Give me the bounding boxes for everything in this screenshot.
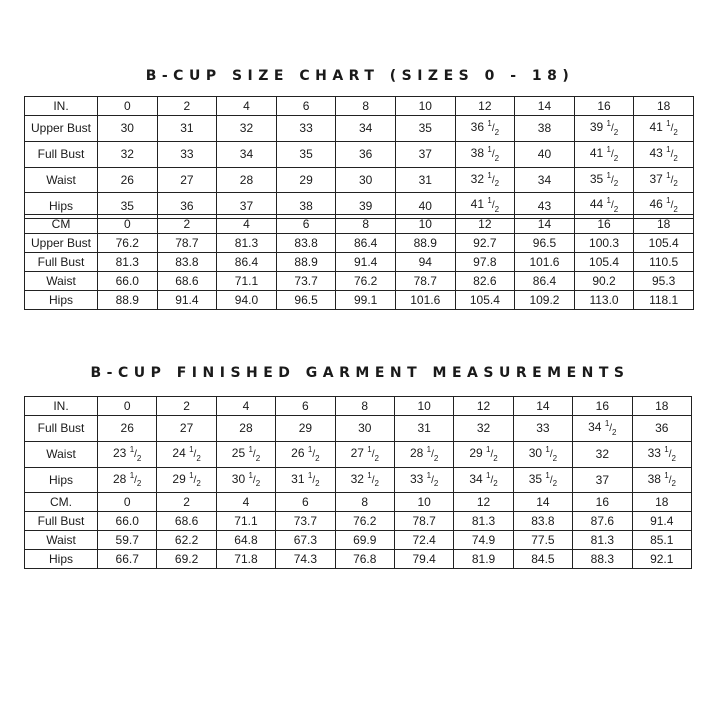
table-cell: 26 bbox=[98, 416, 157, 442]
measurement-label: Waist bbox=[25, 531, 98, 550]
size-label: 8 bbox=[335, 493, 394, 512]
table-cell: 69.9 bbox=[335, 531, 394, 550]
table-cell: 34 bbox=[217, 141, 277, 167]
table-cell: 43 $^1/_2$ bbox=[634, 141, 694, 167]
half-fraction: $^1/_2$ bbox=[666, 119, 678, 137]
half-fraction: $^1/_2$ bbox=[487, 170, 500, 189]
table-cell: 91.4 bbox=[632, 512, 691, 531]
table-cell: 99.1 bbox=[336, 291, 396, 310]
table-cell: 43 bbox=[515, 193, 575, 219]
size-label: 14 bbox=[513, 397, 572, 416]
half-fraction: $^1/_2$ bbox=[604, 419, 617, 437]
unit-label: IN. bbox=[25, 397, 98, 416]
table-cell: 32 bbox=[217, 116, 277, 142]
size-label: 18 bbox=[634, 97, 694, 116]
table-cell: 86.4 bbox=[515, 272, 575, 291]
table-cell: 66.7 bbox=[98, 550, 157, 569]
table-cell: 32 $^1/_2$ bbox=[335, 467, 394, 493]
table-cell: 92.7 bbox=[455, 234, 515, 253]
table-cell: 118.1 bbox=[634, 291, 694, 310]
table-cell: 36 $^1/_2$ bbox=[455, 116, 515, 142]
table-cell: 33 bbox=[513, 416, 572, 442]
table-cell: 77.5 bbox=[513, 531, 572, 550]
measurement-label: Full Bust bbox=[25, 253, 98, 272]
half-fraction: $^1/_2$ bbox=[666, 170, 678, 189]
size-label: 2 bbox=[157, 493, 216, 512]
half-fraction: $^1/_2$ bbox=[486, 444, 498, 463]
table-cell: 32 bbox=[98, 141, 158, 167]
half-fraction: $^1/_2$ bbox=[487, 144, 500, 163]
table-cell: 31 bbox=[395, 167, 455, 193]
size-label: 6 bbox=[276, 397, 335, 416]
size-chart-cm-table bbox=[24, 214, 694, 310]
table-cell: 73.7 bbox=[276, 512, 335, 531]
table-cell: 97.8 bbox=[455, 253, 515, 272]
table-cell: 66.0 bbox=[98, 272, 158, 291]
garment-measurements-heading: B-CUP FINISHED GARMENT MEASUREMENTS bbox=[90, 365, 630, 381]
table-cell: 37 $^1/_2$ bbox=[634, 167, 694, 193]
size-label: 0 bbox=[98, 493, 157, 512]
table-cell: 37 bbox=[217, 193, 277, 219]
table-cell: 39 $^1/_2$ bbox=[574, 116, 634, 142]
size-label: 0 bbox=[98, 97, 158, 116]
size-label: 6 bbox=[276, 215, 336, 234]
table-cell: 33 bbox=[157, 141, 217, 167]
table-cell: 26 bbox=[98, 167, 158, 193]
half-fraction: $^1/_2$ bbox=[248, 444, 261, 463]
table-cell: 29 bbox=[276, 416, 335, 442]
measurement-label: Full Bust bbox=[25, 416, 98, 442]
table-cell: 78.7 bbox=[395, 272, 455, 291]
table-cell: 62.2 bbox=[157, 531, 216, 550]
table-cell: 76.2 bbox=[98, 234, 158, 253]
table-cell: 35 bbox=[276, 141, 336, 167]
table-cell: 34 $^1/_2$ bbox=[573, 416, 632, 442]
garment-cm-table bbox=[24, 492, 692, 569]
size-label: 4 bbox=[217, 97, 277, 116]
size-label: 12 bbox=[455, 97, 515, 116]
half-fraction: $^1/_2$ bbox=[487, 119, 500, 137]
measurement-label: Full Bust bbox=[25, 141, 98, 167]
table-row bbox=[25, 167, 694, 193]
table-cell: 90.2 bbox=[574, 272, 634, 291]
size-label: 16 bbox=[574, 215, 634, 234]
table-cell: 74.9 bbox=[454, 531, 513, 550]
table-row bbox=[25, 416, 692, 442]
size-label: 16 bbox=[573, 397, 632, 416]
table-cell: 32 bbox=[573, 441, 632, 467]
half-fraction: $^1/_2$ bbox=[367, 444, 379, 463]
table-cell: 91.4 bbox=[336, 253, 396, 272]
table-cell: 27 bbox=[157, 416, 216, 442]
table-cell: 71.1 bbox=[216, 512, 275, 531]
table-cell: 31 bbox=[394, 416, 453, 442]
measurement-label: Waist bbox=[25, 441, 98, 467]
table-cell: 78.7 bbox=[394, 512, 453, 531]
table-cell: 35 $^1/_2$ bbox=[574, 167, 634, 193]
half-fraction: $^1/_2$ bbox=[664, 470, 676, 489]
table-row bbox=[25, 253, 694, 272]
table-cell: 67.3 bbox=[276, 531, 335, 550]
table-cell: 113.0 bbox=[574, 291, 634, 310]
table-cell: 29 bbox=[276, 167, 336, 193]
table-cell: 28 $^1/_2$ bbox=[394, 441, 453, 467]
half-fraction: $^1/_2$ bbox=[129, 444, 142, 463]
half-fraction: $^1/_2$ bbox=[367, 470, 379, 489]
measurement-label: Waist bbox=[25, 167, 98, 193]
table-cell: 32 bbox=[454, 416, 513, 442]
size-label: 4 bbox=[216, 493, 275, 512]
table-row bbox=[25, 531, 692, 550]
table-cell: 94.0 bbox=[217, 291, 277, 310]
half-fraction: $^1/_2$ bbox=[666, 196, 678, 215]
table-cell: 30 bbox=[336, 167, 396, 193]
table-cell: 81.3 bbox=[454, 512, 513, 531]
table-cell: 101.6 bbox=[515, 253, 575, 272]
table-cell: 33 $^1/_2$ bbox=[632, 441, 691, 467]
table-cell: 73.7 bbox=[276, 272, 336, 291]
table-cell: 39 bbox=[336, 193, 396, 219]
table-cell: 86.4 bbox=[336, 234, 396, 253]
size-label: 8 bbox=[336, 215, 396, 234]
table-cell: 24 $^1/_2$ bbox=[157, 441, 216, 467]
table-cell: 100.3 bbox=[574, 234, 634, 253]
table-cell: 41 $^1/_2$ bbox=[574, 141, 634, 167]
table-cell: 94 bbox=[395, 253, 455, 272]
table-cell: 59.7 bbox=[98, 531, 157, 550]
half-fraction: $^1/_2$ bbox=[606, 144, 619, 163]
size-label: 4 bbox=[216, 397, 275, 416]
size-label: 6 bbox=[276, 97, 336, 116]
table-cell: 30 $^1/_2$ bbox=[216, 467, 275, 493]
table-cell: 23 $^1/_2$ bbox=[98, 441, 157, 467]
table-cell: 46 $^1/_2$ bbox=[634, 193, 694, 219]
table-cell: 40 bbox=[515, 141, 575, 167]
table-cell: 83.8 bbox=[276, 234, 336, 253]
half-fraction: $^1/_2$ bbox=[606, 170, 619, 189]
table-cell: 26 $^1/_2$ bbox=[276, 441, 335, 467]
table-cell: 31 bbox=[157, 116, 217, 142]
table-cell: 38 bbox=[515, 116, 575, 142]
size-label: 10 bbox=[395, 97, 455, 116]
measurement-label: Upper Bust bbox=[25, 116, 98, 142]
half-fraction: $^1/_2$ bbox=[426, 444, 439, 463]
table-row bbox=[25, 234, 694, 253]
table-cell: 96.5 bbox=[515, 234, 575, 253]
size-label: 16 bbox=[573, 493, 632, 512]
table-cell: 95.3 bbox=[634, 272, 694, 291]
table-cell: 86.4 bbox=[217, 253, 277, 272]
table-cell: 105.4 bbox=[455, 291, 515, 310]
table-cell: 33 bbox=[276, 116, 336, 142]
measurement-label: Hips bbox=[25, 291, 98, 310]
table-cell: 96.5 bbox=[276, 291, 336, 310]
table-cell: 38 bbox=[276, 193, 336, 219]
half-fraction: $^1/_2$ bbox=[664, 444, 676, 463]
table-cell: 41 $^1/_2$ bbox=[455, 193, 515, 219]
garment-inches-table bbox=[24, 396, 692, 493]
table-row bbox=[25, 512, 692, 531]
half-fraction: $^1/_2$ bbox=[606, 196, 619, 215]
table-cell: 81.3 bbox=[217, 234, 277, 253]
table-cell: 84.5 bbox=[513, 550, 572, 569]
size-label: 10 bbox=[395, 215, 455, 234]
table-cell: 36 bbox=[632, 416, 691, 442]
table-cell: 72.4 bbox=[394, 531, 453, 550]
table-cell: 68.6 bbox=[157, 272, 217, 291]
table-cell: 85.1 bbox=[632, 531, 691, 550]
table-cell: 88.3 bbox=[573, 550, 632, 569]
table-cell: 36 bbox=[157, 193, 217, 219]
half-fraction: $^1/_2$ bbox=[307, 470, 320, 489]
half-fraction: $^1/_2$ bbox=[487, 196, 500, 215]
half-fraction: $^1/_2$ bbox=[307, 444, 320, 463]
table-cell: 81.9 bbox=[454, 550, 513, 569]
measurement-label: Hips bbox=[25, 467, 98, 493]
half-fraction: $^1/_2$ bbox=[666, 144, 678, 163]
table-cell: 87.6 bbox=[573, 512, 632, 531]
table-cell: 66.0 bbox=[98, 512, 157, 531]
table-cell: 29 $^1/_2$ bbox=[157, 467, 216, 493]
size-label: 14 bbox=[513, 493, 572, 512]
size-label: 12 bbox=[455, 215, 515, 234]
size-label: 10 bbox=[394, 397, 453, 416]
size-label: 2 bbox=[157, 97, 217, 116]
size-label: 2 bbox=[157, 397, 216, 416]
table-header-row bbox=[25, 215, 694, 234]
table-header-row bbox=[25, 493, 692, 512]
table-cell: 37 bbox=[573, 467, 632, 493]
table-cell: 88.9 bbox=[395, 234, 455, 253]
table-cell: 38 $^1/_2$ bbox=[455, 141, 515, 167]
size-label: 18 bbox=[632, 397, 691, 416]
measurement-label: Upper Bust bbox=[25, 234, 98, 253]
half-fraction: $^1/_2$ bbox=[129, 470, 142, 489]
table-cell: 71.1 bbox=[217, 272, 277, 291]
size-label: 18 bbox=[634, 215, 694, 234]
table-cell: 30 $^1/_2$ bbox=[513, 441, 572, 467]
table-header-row bbox=[25, 397, 692, 416]
table-cell: 36 bbox=[336, 141, 396, 167]
table-row bbox=[25, 141, 694, 167]
table-cell: 92.1 bbox=[632, 550, 691, 569]
size-label: 0 bbox=[98, 215, 158, 234]
size-label: 12 bbox=[454, 397, 513, 416]
size-label: 12 bbox=[454, 493, 513, 512]
half-fraction: $^1/_2$ bbox=[426, 470, 439, 489]
table-cell: 76.8 bbox=[335, 550, 394, 569]
size-chart-inches-table bbox=[24, 96, 694, 219]
table-row bbox=[25, 467, 692, 493]
table-cell: 91.4 bbox=[157, 291, 217, 310]
size-label: 14 bbox=[515, 215, 575, 234]
size-label: 4 bbox=[217, 215, 277, 234]
table-cell: 38 $^1/_2$ bbox=[632, 467, 691, 493]
table-cell: 40 bbox=[395, 193, 455, 219]
table-cell: 68.6 bbox=[157, 512, 216, 531]
table-cell: 88.9 bbox=[276, 253, 336, 272]
table-row bbox=[25, 550, 692, 569]
table-cell: 28 bbox=[216, 416, 275, 442]
measurement-label: Hips bbox=[25, 193, 98, 219]
table-cell: 41 $^1/_2$ bbox=[634, 116, 694, 142]
table-cell: 31 $^1/_2$ bbox=[276, 467, 335, 493]
measurement-label: Waist bbox=[25, 272, 98, 291]
half-fraction: $^1/_2$ bbox=[486, 470, 498, 489]
table-cell: 79.4 bbox=[394, 550, 453, 569]
size-label: 16 bbox=[574, 97, 634, 116]
table-cell: 88.9 bbox=[98, 291, 158, 310]
unit-label: IN. bbox=[25, 97, 98, 116]
half-fraction: $^1/_2$ bbox=[189, 470, 201, 489]
table-cell: 78.7 bbox=[157, 234, 217, 253]
table-cell: 35 bbox=[98, 193, 158, 219]
table-header-row bbox=[25, 97, 694, 116]
table-cell: 34 $^1/_2$ bbox=[454, 467, 513, 493]
unit-label: CM. bbox=[25, 493, 98, 512]
table-cell: 74.3 bbox=[276, 550, 335, 569]
table-cell: 28 bbox=[217, 167, 277, 193]
table-row bbox=[25, 291, 694, 310]
table-row bbox=[25, 272, 694, 291]
table-cell: 34 bbox=[336, 116, 396, 142]
table-cell: 44 $^1/_2$ bbox=[574, 193, 634, 219]
table-cell: 76.2 bbox=[336, 272, 396, 291]
table-cell: 35 $^1/_2$ bbox=[513, 467, 572, 493]
table-cell: 109.2 bbox=[515, 291, 575, 310]
table-cell: 28 $^1/_2$ bbox=[98, 467, 157, 493]
size-chart-heading: B-CUP SIZE CHART (SIZES 0 - 18) bbox=[145, 68, 575, 84]
table-cell: 33 $^1/_2$ bbox=[394, 467, 453, 493]
table-row bbox=[25, 441, 692, 467]
table-row bbox=[25, 116, 694, 142]
table-cell: 27 bbox=[157, 167, 217, 193]
size-label: 10 bbox=[394, 493, 453, 512]
table-cell: 83.8 bbox=[513, 512, 572, 531]
size-label: 14 bbox=[515, 97, 575, 116]
table-cell: 105.4 bbox=[574, 253, 634, 272]
size-label: 2 bbox=[157, 215, 217, 234]
half-fraction: $^1/_2$ bbox=[248, 470, 261, 489]
measurement-label: Full Bust bbox=[25, 512, 98, 531]
half-fraction: $^1/_2$ bbox=[545, 444, 558, 463]
table-cell: 29 $^1/_2$ bbox=[454, 441, 513, 467]
measurement-label: Hips bbox=[25, 550, 98, 569]
half-fraction: $^1/_2$ bbox=[606, 119, 619, 137]
table-cell: 110.5 bbox=[634, 253, 694, 272]
table-cell: 82.6 bbox=[455, 272, 515, 291]
size-label: 18 bbox=[632, 493, 691, 512]
size-label: 8 bbox=[335, 397, 394, 416]
table-cell: 71.8 bbox=[216, 550, 275, 569]
size-label: 0 bbox=[98, 397, 157, 416]
table-cell: 83.8 bbox=[157, 253, 217, 272]
half-fraction: $^1/_2$ bbox=[545, 470, 558, 489]
table-cell: 30 bbox=[98, 116, 158, 142]
table-cell: 25 $^1/_2$ bbox=[216, 441, 275, 467]
half-fraction: $^1/_2$ bbox=[189, 444, 201, 463]
table-cell: 32 $^1/_2$ bbox=[455, 167, 515, 193]
table-cell: 35 bbox=[395, 116, 455, 142]
table-cell: 34 bbox=[515, 167, 575, 193]
size-label: 6 bbox=[276, 493, 335, 512]
table-cell: 27 $^1/_2$ bbox=[335, 441, 394, 467]
table-cell: 81.3 bbox=[573, 531, 632, 550]
size-label: 8 bbox=[336, 97, 396, 116]
table-cell: 37 bbox=[395, 141, 455, 167]
table-cell: 101.6 bbox=[395, 291, 455, 310]
table-cell: 76.2 bbox=[335, 512, 394, 531]
table-cell: 30 bbox=[335, 416, 394, 442]
table-cell: 64.8 bbox=[216, 531, 275, 550]
table-cell: 81.3 bbox=[98, 253, 158, 272]
unit-label: CM bbox=[25, 215, 98, 234]
table-cell: 69.2 bbox=[157, 550, 216, 569]
table-cell: 105.4 bbox=[634, 234, 694, 253]
